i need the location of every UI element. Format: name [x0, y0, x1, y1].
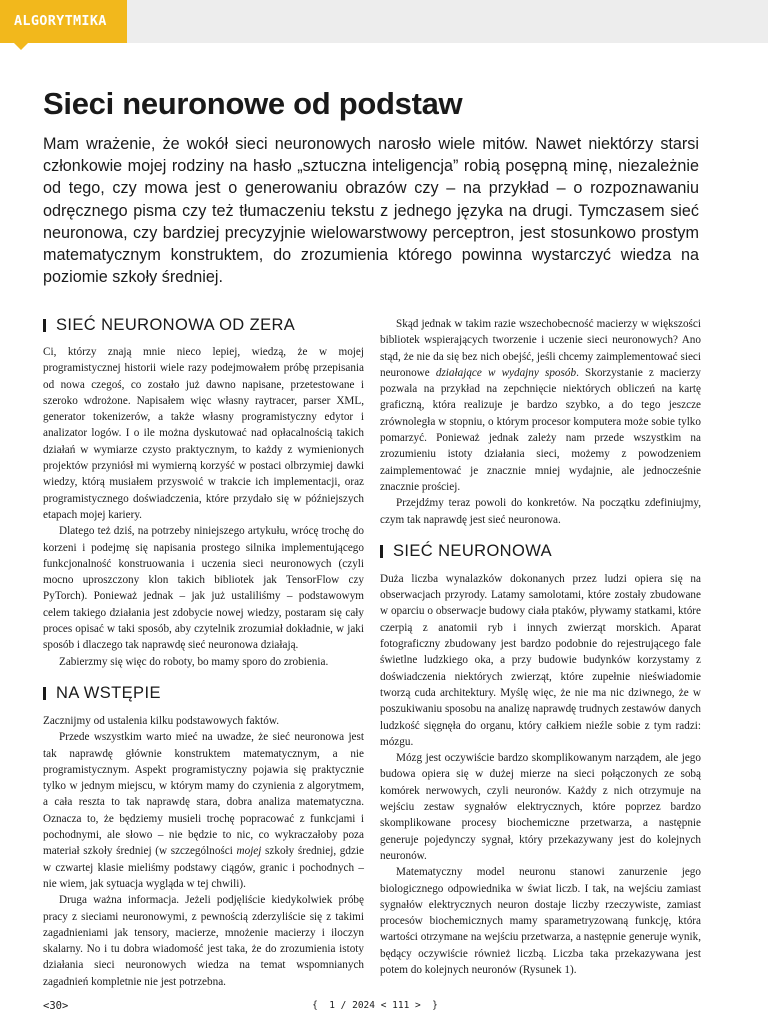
paragraph: Matematyczny model neuronu stanowi zanurzenie jego biologicznego odpowiednika w świat liczb. I tak, na wejściu zamiast sygnałów elektrycznych neuron dostaje liczby rzeczywiste, zamiast procesów biochemicznych mamy sparametryzowaną funkcję, która wartości otrzymane na wejściu przetwarza, a następnie generuje wynik, będący oczywiście również liczbą. Liczba taka przekazywana jest potem do kolejnych neuronów (Rysunek 1). — [380, 866, 701, 976]
emphasis: mojej — [236, 845, 262, 858]
paragraph: Przejdźmy teraz powoli do konkretów. Na początku zdefiniujmy, czym tak naprawdę jest sieć neuronowa. — [380, 497, 701, 526]
heading-text: NA WSTĘPIE — [56, 684, 161, 703]
paragraph: Druga ważna informacja. Jeżeli podjęliście kiedykolwiek próbę pracy z sieciami neuronowymi, z pewnością zderzyliście się z takimi zagadnieniami jak tensory, macierze, mnożenie macierzy i iloczyn skalarny. No i tu dobra wiadomość jest taka, że do zrozumienia istoty działania sieci neuronowych wiedza na temat wspomnianych zagadnień kompletnie nie jest potrzebna. — [43, 894, 364, 988]
heading-bar-icon — [380, 545, 383, 558]
section-tag: ALGORYTMIKA — [0, 0, 127, 43]
heading-text: SIEĆ NEURONOWA OD ZERA — [56, 315, 296, 334]
section-heading — [43, 683, 364, 705]
paragraph: Dlatego też dziś, na potrzeby niniejszego artykułu, wrócę trochę do korzeni i podejmę się napisania prostego silnika implementującego funkcjonalność konstruowania i uczenia sieci neuronowych (czyli mocno uproszczony klon takich bibliotek jak TensorFlow czy PyTorch). Ponieważ jednak – jak już ustaliliśmy – podstawowym celem takiego działania jest zdobycie nowej wiedzy, postaram się cały proces opisać w taki sposób, aby czytelnik zrozumiał dokładnie, w jaki sposób i dlaczego tak naprawdę sieć neuronowa działają. — [43, 525, 364, 652]
heading-bar-icon — [43, 687, 46, 700]
paragraph — [43, 729, 364, 892]
page-number: <30> — [43, 1000, 69, 1012]
article-title: Sieci neuronowe od podstaw — [43, 86, 463, 121]
paragraph: Zacznijmy od ustalenia kilku podstawowych faktów. — [43, 714, 280, 727]
paragraph — [380, 316, 701, 495]
paragraph-text: . Skorzystanie z macierzy pozwala na przykład na zepchnięcie niektórych obliczeń na kartę graficzną, która realizuje je bardzo szybko, a do tego jeszcze zrównoległa w stopniu, o którym procesor komputera może sobie tylko pomarzyć. Ponieważ jednak zależy nam przede wszystkim na zrozumieniu istoty działania sieci, możemy z powodzeniem zaimplementować je znacznie mniej wydajnie, ale jednocześnie znacznie prościej. — [380, 366, 702, 493]
paragraph-text: szkoły średniej, gdzie w czwartej klasie mieliśmy podstawy ciągów, granic i pochodnych – nie wiem, jak sytuacja wygląda w tej chwili). — [43, 845, 365, 890]
paragraph-text: Skąd jednak w takim razie wszechobecność macierzy w większości bibliotek wspierających tworzenie i uczenie sieci neuronowych? Ano stąd, że nie da się bez nich obejść, jeśli chcemy zaimplementować sieci neuronowe — [380, 318, 701, 379]
section-heading — [43, 314, 364, 336]
paragraph-text: Przede wszystkim warto mieć na uwadze, że sieć neuronowa jest tak naprawdę głównie konstruktem matematycznym, a nie programistycznym. Aspekt programistyczny pojawia się praktycznie tylko w jednym miejscu, w którym mamy do czynienia z algorytmem, a cała reszta to tak naprawdę stara, dobra analiza matematyczna. Oznacza to, że będziemy musieli trochę popracować z funkcjami i pochodnymi, ale słowo – nie będzie to nic, co wykraczałoby poza materiał szkoły średniej (w szczególności — [43, 731, 364, 858]
heading-bar-icon — [43, 319, 46, 332]
left-column — [43, 314, 364, 990]
issue-number: { 1 / 2024 < 111 > } — [312, 1000, 438, 1011]
paragraph: Duża liczba wynalazków dokonanych przez ludzi opiera się na obserwacjach przyrody. Latamy samolotami, które zostały zbudowane w oparciu o obserwacje budowy ciała ptaków, pływamy statkami, które czerpią z anatomii ryb i innych zwierząt morskich. Aparat fotograficzny zbudowany jest bardzo podobnie do rejestrującego fale świetlne ludzkiego oka, a przy budowie budynków korzystamy z doświadczenia niektórych zwierząt, które zupełnie nieświadomie tworzą cuda architektury. Myślę więc, że nie ma nic dziwnego, że w poszukiwaniu sposobu na analizę naprawdę trudnych zestawów danych ludzkość sięgnęła do organu, który całkiem nieźle sobie z tym radzi: mózgu. — [380, 572, 701, 748]
emphasis: działające w wydajny sposób — [435, 366, 577, 379]
section-tag-notch — [14, 43, 28, 50]
heading-text: SIEĆ NEURONOWA — [393, 542, 552, 561]
paragraph: Zabierzmy się więc do roboty, bo mamy sporo do zrobienia. — [59, 655, 329, 668]
section-heading — [380, 541, 701, 563]
paragraph: Mózg jest oczywiście bardzo skomplikowanym narządem, ale jego budowa opiera się w dużej mierze na sieci połączonych ze sobą komórek nerwowych, czyli neuronów. Każdy z nich otrzymuje na wejściu zestaw sygnałów elektrycznych, które poprzez bardzo skomplikowane procesy biochemiczne przetwarza, a następnie generuje pojedynczy sygnał, który przekazywany jest do kolejnych neuronów. — [380, 752, 701, 862]
article-lead: Mam wrażenie, że wokół sieci neuronowych narosło wiele mitów. Nawet niektórzy starsi członkowie mojej rodziny na hasło „sztuczna inteligencja” robią posępną minę, niezależnie od tego, czy mowa jest o generowaniu obrazów czy – na przykład – o rozpoznawaniu odręcznego pisma czy też tłumaczeniu tekstu z jednego języka na drugi. Tymczasem sieć neuronowa, czy bardziej precyzyjnie wielowarstwowy perceptron, jest stosunkowo prostym matematycznym konstruktem, do zrozumienia którego powinna wystarczyć wiedza na poziomie szkoły średniej. — [43, 135, 699, 287]
right-column — [380, 316, 701, 978]
paragraph: Ci, którzy znają mnie nieco lepiej, wiedzą, że w mojej programistycznej historii wiele razy podejmowałem próbę przepisania od nowa czegoś, co zostało już dawno napisane, przetestowane i szeroko wdrożone. Napisałem więc własny raytracer, parser XML, generator tokenizerów, a także własny programistyczny edytor i analizator logów. I o ile można dyskutować nad opłacalnością takich działań w wymiarze czysto praktycznym, to każdy z wymienionych projektów przyniósł mi wymierną korzyść w postaci olbrzymiej dawki wiedzy, którą musiałem przyswoić w trakcie ich implementacji, oraz programistycznego doświadczenia, które przydało się w późniejszych etapach mojej kariery. — [43, 346, 364, 521]
